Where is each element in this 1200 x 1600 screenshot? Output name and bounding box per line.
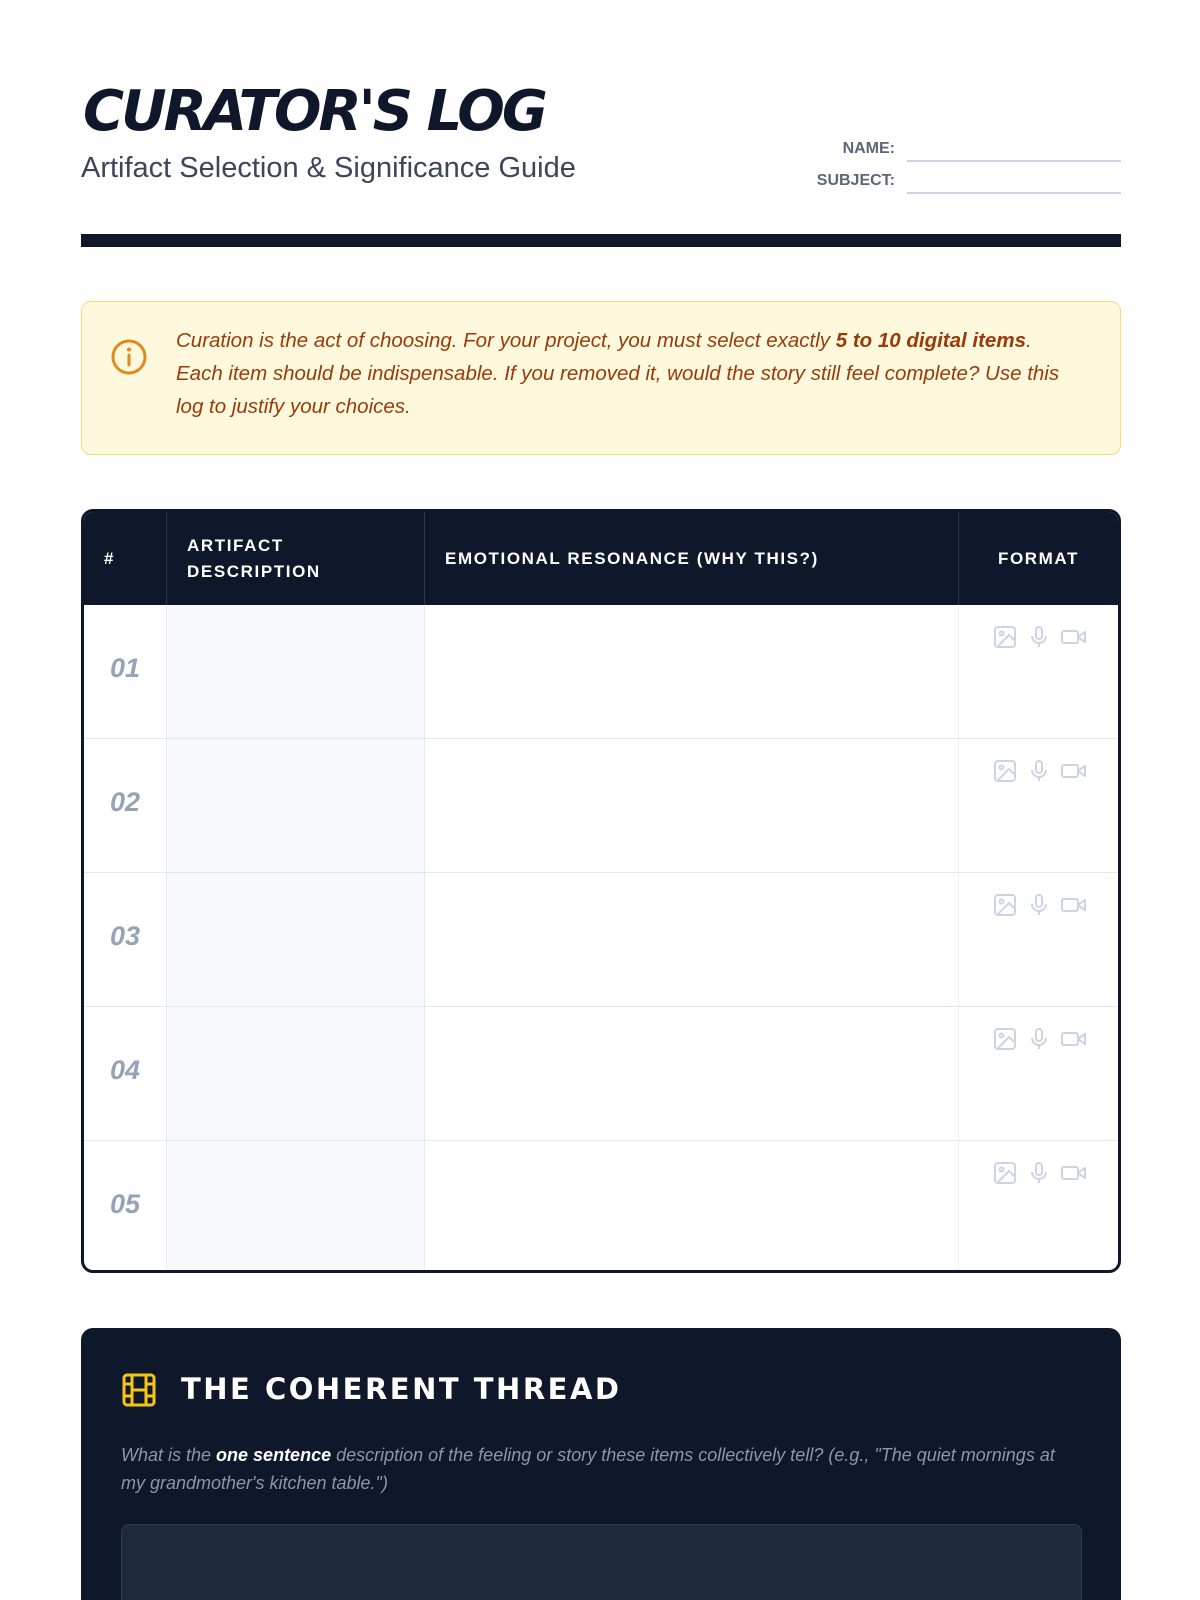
row-number-cell xyxy=(84,873,166,1006)
emotional-resonance-cell[interactable] xyxy=(424,873,958,1006)
video-icon[interactable] xyxy=(1061,1027,1087,1051)
column-header-description xyxy=(166,512,424,605)
column-header-description-text: ARTIFACT DESCRIPTION xyxy=(187,535,321,581)
format-icons xyxy=(993,893,1087,917)
row-number: 02 xyxy=(110,787,141,817)
header xyxy=(81,80,1121,240)
microphone-icon[interactable] xyxy=(1027,759,1051,783)
video-icon[interactable] xyxy=(1061,893,1087,917)
header-divider xyxy=(81,234,1121,247)
callout-text-end: . Each item should be indispensable. If you removed it, would the story still feel complete? Use this log to justify your choices. xyxy=(176,329,1060,418)
thread-answer-field[interactable] xyxy=(121,1524,1082,1600)
emotional-resonance-cell[interactable] xyxy=(424,739,958,872)
artifact-description-cell[interactable] xyxy=(166,605,424,738)
video-icon[interactable] xyxy=(1061,1161,1087,1185)
thread-prompt xyxy=(121,1441,1081,1497)
format-icons xyxy=(993,625,1087,649)
student-fields xyxy=(801,136,1121,200)
emotional-resonance-cell[interactable] xyxy=(424,1007,958,1140)
thread-prompt-start: What is the xyxy=(121,1445,217,1465)
subject-field-row xyxy=(801,168,1121,200)
image-icon[interactable] xyxy=(993,625,1017,649)
video-icon[interactable] xyxy=(1061,625,1087,649)
format-cell xyxy=(958,873,1118,1006)
subject-label: SUBJECT: xyxy=(816,172,895,189)
row-number: 05 xyxy=(110,1189,141,1219)
format-icons xyxy=(993,759,1087,783)
callout-text xyxy=(176,324,1076,423)
instruction-callout xyxy=(81,301,1121,455)
format-cell xyxy=(958,1007,1118,1140)
thread-prompt-end: description of the feeling or story these items collectively tell? (e.g., "The quiet mornings at my grandmother's kitchen table.") xyxy=(121,1445,1055,1493)
table-header xyxy=(84,512,1118,605)
thread-prompt-emphasis: one sentence xyxy=(216,1445,332,1465)
column-header-emotional-resonance: EMOTIONAL RESONANCE (WHY THIS?) xyxy=(424,512,958,605)
artifact-description-cell[interactable] xyxy=(166,1007,424,1140)
info-icon xyxy=(110,338,148,376)
row-number: 04 xyxy=(110,1055,141,1085)
page-title: CURATOR'S LOG xyxy=(83,79,545,144)
image-icon[interactable] xyxy=(993,1027,1017,1051)
table-row xyxy=(84,739,1118,873)
artifact-description-cell[interactable] xyxy=(166,873,424,1006)
row-number-cell xyxy=(84,1141,166,1273)
row-number-cell xyxy=(84,605,166,738)
microphone-icon[interactable] xyxy=(1027,1027,1051,1051)
page-subtitle: Artifact Selection & Significance Guide xyxy=(81,152,576,184)
artifact-description-cell[interactable] xyxy=(166,739,424,872)
image-icon[interactable] xyxy=(993,759,1017,783)
row-number-cell xyxy=(84,739,166,872)
emotional-resonance-cell[interactable] xyxy=(424,605,958,738)
film-icon xyxy=(121,1372,157,1408)
image-icon[interactable] xyxy=(993,893,1017,917)
format-cell xyxy=(958,605,1118,738)
table-body xyxy=(84,605,1118,1273)
name-field[interactable] xyxy=(907,160,1121,162)
video-icon[interactable] xyxy=(1061,759,1087,783)
microphone-icon[interactable] xyxy=(1027,1161,1051,1185)
table-row xyxy=(84,873,1118,1007)
format-cell xyxy=(958,1141,1118,1273)
coherent-thread-panel xyxy=(81,1328,1121,1600)
table-row xyxy=(84,1007,1118,1141)
emotional-resonance-cell[interactable] xyxy=(424,1141,958,1273)
format-icons xyxy=(993,1161,1087,1185)
callout-text-start: Curation is the act of choosing. For your project, you must select exactly xyxy=(176,329,836,352)
row-number-cell xyxy=(84,1007,166,1140)
row-number: 03 xyxy=(110,921,141,951)
artifact-table xyxy=(81,509,1121,1273)
microphone-icon[interactable] xyxy=(1027,625,1051,649)
thread-title: THE COHERENT THREAD xyxy=(181,1372,622,1406)
microphone-icon[interactable] xyxy=(1027,893,1051,917)
name-label: NAME: xyxy=(842,140,895,157)
row-number: 01 xyxy=(110,653,141,683)
image-icon[interactable] xyxy=(993,1161,1017,1185)
column-header-format: FORMAT xyxy=(958,512,1118,605)
column-header-number: # xyxy=(104,548,116,568)
artifact-description-cell[interactable] xyxy=(166,1141,424,1273)
format-cell xyxy=(958,739,1118,872)
table-row xyxy=(84,1141,1118,1273)
format-icons xyxy=(993,1027,1087,1051)
callout-text-emphasis: 5 to 10 digital items xyxy=(835,329,1026,352)
table-row xyxy=(84,605,1118,739)
subject-field[interactable] xyxy=(907,192,1121,194)
name-field-row xyxy=(801,136,1121,168)
